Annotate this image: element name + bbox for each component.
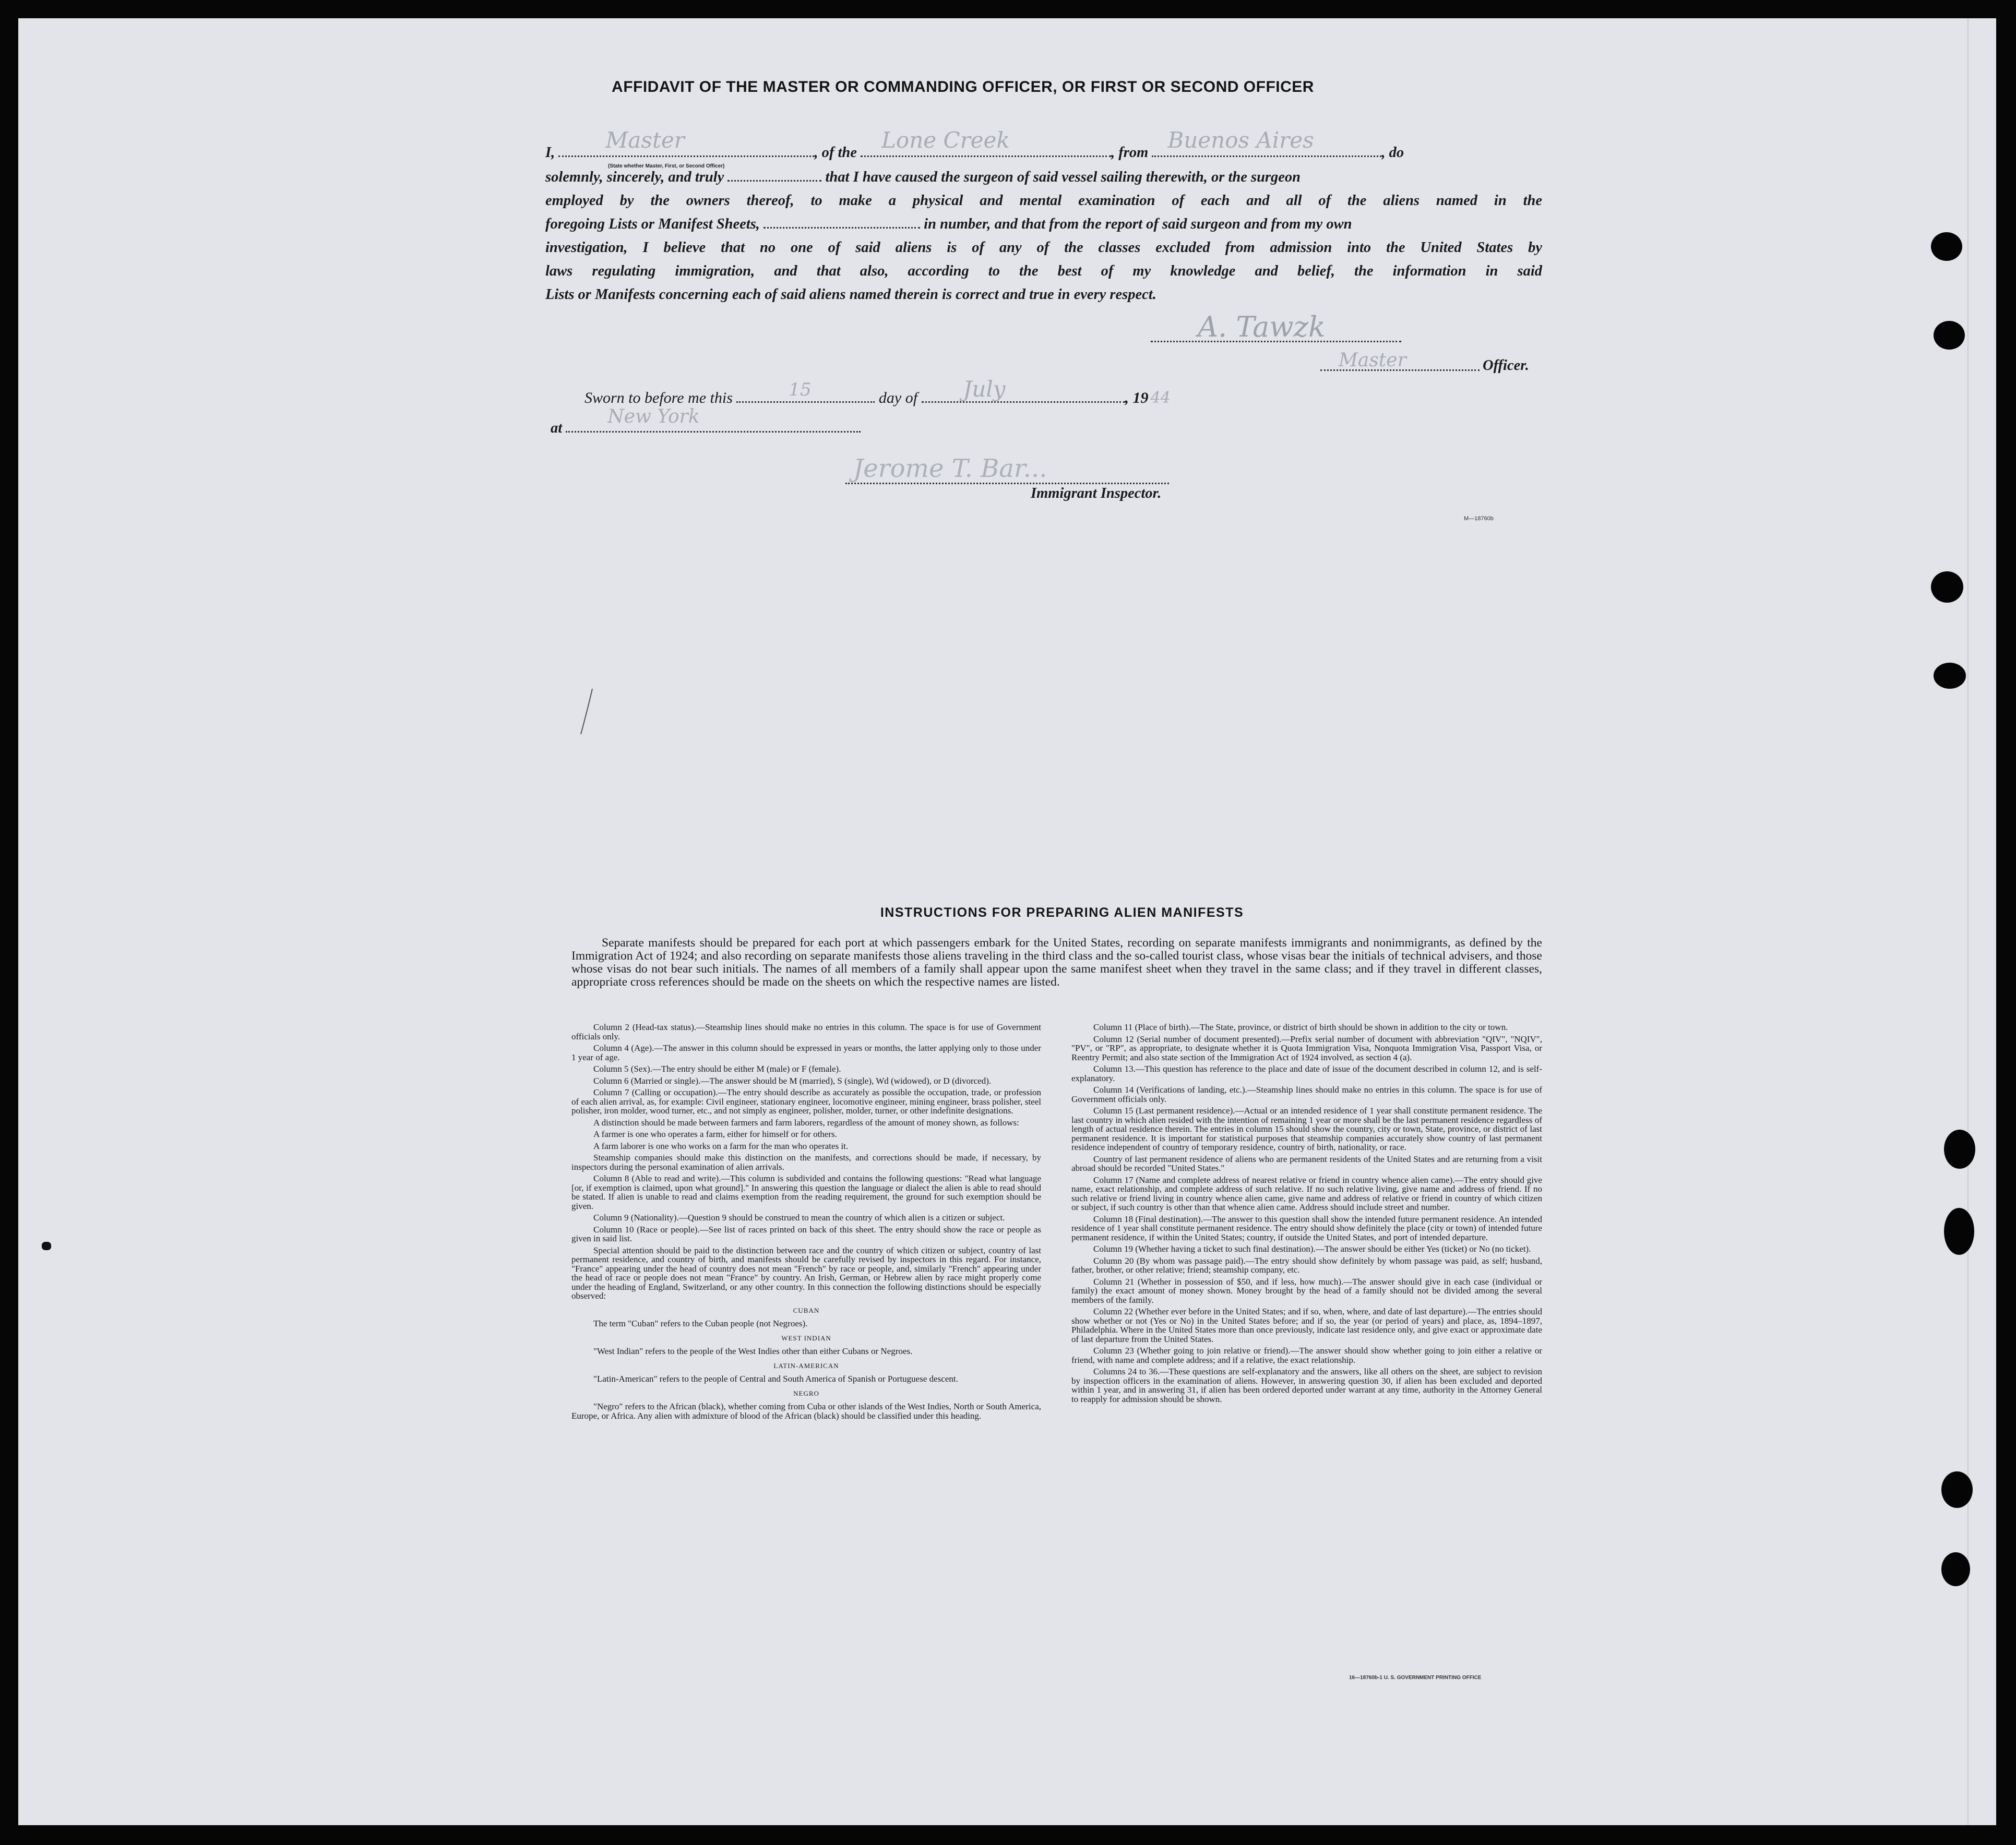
- label-i: I,: [545, 145, 555, 161]
- handwritten-place: New York: [607, 406, 700, 427]
- instruction-paragraph: "West Indian" refers to the people of the West Indies other than either Cubans or Negroes.: [593, 1346, 913, 1356]
- instruction-paragraph: A farmer is one who operates a farm, either for himself or for others.: [593, 1129, 837, 1139]
- affidavit-line-4: foregoing Lists or Manifest Sheets, in number, and that from the report of said surgeon and from my own: [545, 216, 1352, 232]
- signature-line: [1151, 341, 1401, 342]
- instruction-paragraph: Column 19 (Whether having a ticket to such final destination).—The answer should be either Yes (ticket) or No (no ticket).: [1093, 1244, 1531, 1254]
- affidavit-line-5: investigation, I believe that no one of said aliens is of any of the classes excluded from admission into the United States by: [545, 239, 1542, 256]
- handwritten-month: July: [963, 376, 1006, 402]
- punch-hole: [1934, 663, 1966, 689]
- instruction-paragraph: Column 5 (Sex).—The entry should be either M (male) or F (female).: [593, 1064, 841, 1074]
- instruction-paragraph: A farm laborer is one who works on a farm for the man who operates it.: [593, 1141, 849, 1151]
- instruction-paragraph: "Latin-American" refers to the people of Central and South America of Spanish or Portuguese descent.: [593, 1374, 958, 1384]
- instruction-paragraph: Column 14 (Verifications of landing, etc.).—Steamship lines should make no entries in this column. The space is for use of Government officials only.: [1071, 1085, 1542, 1104]
- label-of-the: , of the: [814, 145, 857, 161]
- punch-hole: [1944, 1130, 1975, 1169]
- section-heading: WEST INDIAN: [781, 1334, 831, 1342]
- instruction-paragraph: "Negro" refers to the African (black), whether coming from Cuba or other islands of the West Indies, North or South America, Europe, or Africa. Any alien with admixture of blood of the African (black) should be classified under this heading.: [571, 1401, 1041, 1421]
- punch-hole: [1931, 232, 1962, 261]
- instruction-paragraph: Column 4 (Age).—The answer in this column should be expressed in years or months, the latter applying only to those under 1 year of age.: [571, 1043, 1041, 1062]
- instruction-paragraph: Column 12 (Serial number of document presented).—Prefix serial number of document with abbreviation "QIV", "NQIV", "PV", or "RP", as appropriate, to designate whether it is Quota Immigration Visa, Nonquota Immigration Visa, Passport Visa, or Reentry Permit; and also state section of the Immigration Act of 1924 involved, as section 4 (a).: [1071, 1034, 1542, 1062]
- punch-hole: [1944, 1208, 1974, 1255]
- instruction-paragraph: Column 22 (Whether ever before in the United States; and if so, when, where, and date of last departure).—The entries should show whether or not (Yes or No) in the United States before; and if so, the year (or period of years) and place, as, 1894–1897, Philadelphia. Where in the United States more than once previously, indicate last residence only, and give exact or approximate date of last departure from the United States.: [1071, 1307, 1542, 1344]
- label-from: , from: [1111, 145, 1149, 161]
- instruction-paragraph: Column 10 (Race or people).—See list of races printed on back of this sheet. The entry should show the race or people as given in said list.: [571, 1224, 1041, 1243]
- form-number: M—18760b: [1464, 516, 1494, 522]
- instructions-title: INSTRUCTIONS FOR PREPARING ALIEN MANIFESTS: [880, 905, 1244, 920]
- instruction-paragraph: Column 2 (Head-tax status).—Steamship lines should make no entries in this column. The space is for use of Government officials only.: [571, 1022, 1041, 1041]
- instruction-paragraph: Column 23 (Whether going to join relative or friend).—The answer should show whether going to join either a relative or friend, with name and complete address; and if a relative, the exact relationship.: [1071, 1346, 1542, 1365]
- officer-type-note: (State whether Master, First, or Second Officer): [608, 163, 725, 169]
- ink-blot: [42, 1242, 51, 1250]
- punch-hole: [1934, 321, 1965, 350]
- punch-hole: [1931, 571, 1963, 603]
- handwritten-officer-signature: A. Tawzk: [1198, 310, 1326, 343]
- instruction-paragraph: Columns 24 to 36.—These questions are self-explanatory and the answers, like all others on the sheet, are subject to revision by inspection officers in the examination of aliens. However, in answering question 30, if alien has been excluded and deported within 1 year, and in answering 31, if alien has been ordered deported under warrant at any time, authority in the Attorney General to reapply for admission should be shown.: [1071, 1367, 1542, 1404]
- instruction-paragraph: Column 9 (Nationality).—Question 9 should be construed to mean the country of which alien is a citizen or subject.: [593, 1213, 1005, 1223]
- section-heading: CUBAN: [793, 1306, 820, 1314]
- instruction-paragraph: Special attention should be paid to the distinction between race and the country of which citizen or subject, country of last permanent residence, and country of birth, and manifests should be carefully revised by inspectors in this regard. For instance, "France" appearing under the head of country does not mean "French" by race or people, and, similarly "French" appearing under the head of race or people does not mean "France" by country. An Irish, German, or Hebrew alien by race might properly come under the heading of England, Switzerland, or any other country. In this connection the following distinctions should be especially observed:: [571, 1245, 1041, 1301]
- section-heading: LATIN-AMERICAN: [773, 1361, 839, 1370]
- handwritten-day: 15: [789, 379, 812, 400]
- handwritten-vessel: Lone Creek: [881, 127, 1010, 153]
- instructions-intro: Separate manifests should be prepared for each port at which passengers embark for the United States, recording on separate manifests immigrants and nonimmigrants, as defined by the Immigration Act of 1924; and also recording on separate manifests those aliens traveling in the third class and the so-called tourist class, whose visas bear the initials of technical advisers, and those whose visas do not bear such initials. The names of all members of a family shall appear upon the same manifest sheet when they travel in the same class; and if they travel in different classes, appropriate cross references should be made on the sheets on which the respective names are listed.: [571, 936, 1542, 989]
- instruction-paragraph: A distinction should be made between farmers and farm laborers, regardless of the amount of money shown, as follows:: [593, 1117, 1019, 1128]
- handwritten-officer-title: Master: [1339, 350, 1406, 371]
- handwritten-port: Buenos Aires: [1167, 127, 1314, 153]
- instruction-paragraph: Column 17 (Name and complete address of nearest relative or friend in country whence alien came).—The entry should give name, exact relationship, and complete address of such relative. If no such relative living, give name and address of friend. If no such relative or friend living in country whence alien came, give name and address of relative or friend in country of which citizen or subject, if such country is other than that whence alien came. Address should include street and number.: [1071, 1175, 1542, 1212]
- handwritten-rank: Master: [605, 127, 685, 153]
- label-do: , do: [1381, 145, 1404, 161]
- affidavit-line-7: Lists or Manifests concerning each of said aliens named therein is correct and true in every respect.: [545, 286, 1156, 303]
- instruction-paragraph: Column 15 (Last permanent residence).—Actual or an intended residence of 1 year shall constitute permanent residence. The last country in which alien resided with the intention of remaining 1 year or more shall be the last permanent residence regardless of length of actual residence therein. The entries in column 15 should show the country, city or town, State, province, or district of last permanent residence. It is important for statistical purposes that steamship companies accurately show country of last permanent residence independent of country of temporary residence, country of birth, nationality, or race.: [1071, 1106, 1542, 1152]
- instruction-paragraph: Country of last permanent residence of aliens who are permanent residents of the United States and are returning from a visit abroad should be recorded "United States.": [1071, 1154, 1542, 1173]
- instruction-paragraph: The term "Cuban" refers to the Cuban people (not Negroes).: [593, 1319, 808, 1328]
- instruction-paragraph: Column 11 (Place of birth).—The State, province, or district of birth should be shown in addition to the city or town.: [1093, 1022, 1508, 1032]
- punch-hole: [1941, 1552, 1970, 1586]
- sworn-line: Sworn to before me this 15 day of July , 19 44: [584, 376, 1171, 407]
- instruction-paragraph: Column 6 (Married or single).—The answer should be M (married), S (single), Wd (widowed), or D (divorced).: [593, 1075, 992, 1086]
- instruction-paragraph: Column 8 (Able to read and write).—This column is subdivided and contains the following questions: "Read what language [or, if exemption is claimed, upon what ground]." In answering this question the language or dialect the alien is able to read should be stated. If alien is unable to read and claims exemption from the reading requirement, the ground for such exemption should be given.: [571, 1173, 1041, 1211]
- inspector-signature-line: [845, 483, 1169, 484]
- stray-pen-mark: [577, 686, 598, 738]
- affidavit-line-2: solemnly, sincerely, and truly that I have caused the surgeon of said vessel sailing therewith, or the surgeon: [545, 169, 1301, 185]
- page-fold-shadow: [1967, 18, 1969, 1825]
- instructions-footer: 16—18760b-1 U. S. GOVERNMENT PRINTING OFFICE: [1349, 1675, 1482, 1681]
- instruction-paragraph: Column 13.—This question has reference to the place and date of issue of the document described in column 12, and is self-explanatory.: [1071, 1064, 1542, 1083]
- document-page: [18, 18, 1996, 1825]
- handwritten-year: 44: [1150, 389, 1171, 407]
- officer-title-line: [1320, 369, 1480, 371]
- inspector-label: Immigrant Inspector.: [1031, 485, 1162, 501]
- instruction-paragraph: Column 21 (Whether in possession of $50, and if less, how much).—The answer should give in each case (individual or family) the exact amount of money shown. Money brought by the head of a family should not be divided among the several members of the family.: [1071, 1276, 1542, 1305]
- affidavit-line-6: laws regulating immigration, and that also, according to the best of my knowledge and belief, the information in said: [545, 263, 1542, 279]
- instruction-paragraph: Column 18 (Final destination).—The answer to this question shall show the intended future permanent residence. An intended residence of 1 year shall constitute permanent residence. The entry should show definitely the place (city or town) of intended future permanent residence, if within the United States; country, if outside the United States, and port of intended departure.: [1071, 1214, 1542, 1242]
- affidavit-title: AFFIDAVIT OF THE MASTER OR COMMANDING OFFICER, OR FIRST OR SECOND OFFICER: [612, 78, 1314, 95]
- instructions-right-column: [1071, 1023, 1542, 1406]
- section-heading: NEGRO: [793, 1389, 819, 1397]
- instruction-paragraph: Column 7 (Calling or occupation).—The entry should describe as accurately as possible the occupation, trade, or profession of each alien arrival, as, for example: Civil engineer, stationary engineer, locomotive engineer, mining engineer, brass polisher, steel polisher, iron molder, wood turner, etc., and not simply as engineer, polisher, molder, turner, or other indefinite designations.: [571, 1087, 1041, 1116]
- instruction-paragraph: Steamship companies should make this distinction on the manifests, and corrections should be made, if necessary, by inspectors during the personal examination of alien arrivals.: [571, 1153, 1041, 1172]
- affidavit-line-3: employed by the owners thereof, to make a physical and mental examination of each and all of the aliens named in the: [545, 193, 1542, 209]
- punch-hole: [1941, 1471, 1973, 1508]
- instructions-left-column: [571, 1023, 1041, 1423]
- instruction-paragraph: Column 20 (By whom was passage paid).—The entry should show definitely by whom passage was paid, as self; husband, father, brother, or other relative; friend; steamship company, etc.: [1071, 1255, 1542, 1275]
- at-line: at New York: [551, 420, 861, 437]
- affidavit-line-1: [545, 127, 1542, 164]
- handwritten-inspector-signature: Jerome T. Bar...: [853, 454, 1047, 483]
- officer-label: Officer.: [1483, 357, 1529, 374]
